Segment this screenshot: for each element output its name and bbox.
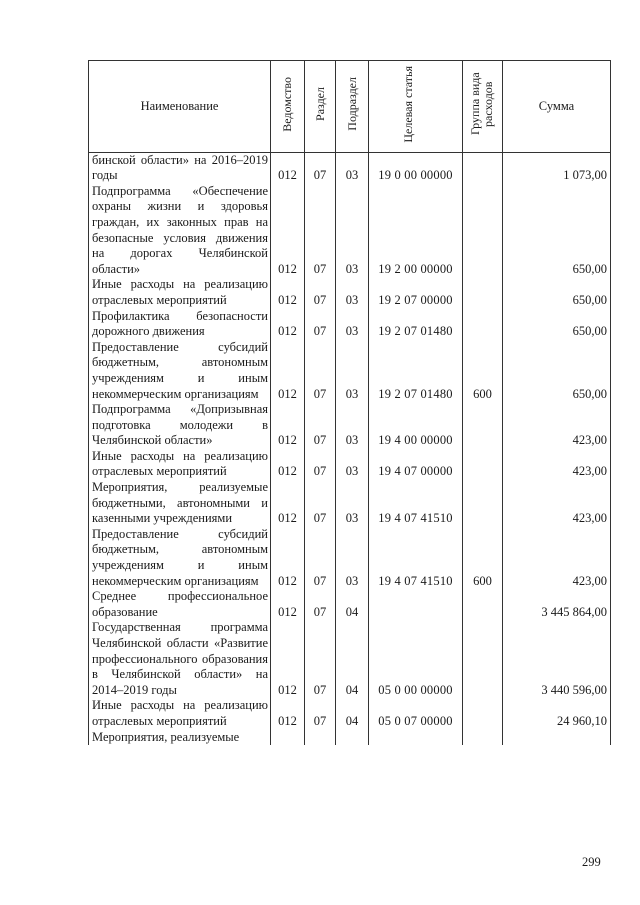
table-row: [89, 309, 611, 340]
row-gruppa-cell: [463, 152, 503, 184]
row-statya-cell: 19 2 07 01480: [369, 309, 463, 340]
row-razdel-cell: 07: [305, 184, 336, 278]
row-statya-cell: 19 4 07 41510: [369, 480, 463, 527]
row-summa-cell: 24 960,10: [503, 698, 611, 729]
table-row: [89, 449, 611, 480]
row-razdel-cell: 07: [305, 402, 336, 449]
row-ved-cell: 012: [271, 698, 305, 729]
row-statya-cell: 05 0 00 00000: [369, 620, 463, 698]
row-statya-cell: 19 4 07 00000: [369, 449, 463, 480]
row-ved-cell: 012: [271, 309, 305, 340]
row-summa-cell: 423,00: [503, 480, 611, 527]
header-razdel: Раздел: [305, 61, 336, 153]
row-razdel-cell: 07: [305, 309, 336, 340]
row-ved-cell: 012: [271, 449, 305, 480]
row-razdel-cell: 07: [305, 527, 336, 589]
row-name-cell: Мероприятия, реализуемые: [89, 730, 271, 746]
row-gruppa-cell: [463, 402, 503, 449]
row-name-cell: Подпрограмма «Обеспечение охраны жизни и здоровья граждан, их законных прав на безопасные условия движения на дорогах Челябинской области»: [89, 184, 271, 278]
row-podrazdel-cell: 04: [336, 620, 369, 698]
row-name-cell: Иные расходы на реализацию отраслевых мероприятий: [89, 449, 271, 480]
table-row: [89, 730, 611, 746]
page-number: 299: [582, 855, 601, 869]
row-podrazdel-cell: 04: [336, 698, 369, 729]
row-gruppa-cell: [463, 309, 503, 340]
table-row: [89, 480, 611, 527]
row-razdel-cell: 07: [305, 698, 336, 729]
table-body: [89, 152, 611, 745]
row-statya-cell: [369, 730, 463, 746]
row-ved-cell: 012: [271, 340, 305, 402]
header-summa: Сумма: [503, 61, 611, 153]
row-gruppa-cell: [463, 480, 503, 527]
row-ved-cell: 012: [271, 277, 305, 308]
row-gruppa-cell: [463, 184, 503, 278]
budget-table: [88, 60, 611, 745]
row-summa-cell: 1 073,00: [503, 152, 611, 184]
table-row: [89, 620, 611, 698]
row-statya-cell: 19 4 00 00000: [369, 402, 463, 449]
row-razdel-cell: 07: [305, 340, 336, 402]
table-row: [89, 402, 611, 449]
header-ved: Ведомство: [271, 61, 305, 153]
row-statya-cell: 19 4 07 41510: [369, 527, 463, 589]
table-row: [89, 277, 611, 308]
table-header: [89, 61, 611, 153]
row-name-cell: бинской области» на 2016–2019 годы: [89, 152, 271, 184]
row-statya-cell: 19 2 07 01480: [369, 340, 463, 402]
row-summa-cell: 423,00: [503, 527, 611, 589]
row-podrazdel-cell: 04: [336, 589, 369, 620]
row-gruppa-cell: [463, 698, 503, 729]
row-summa-cell: 650,00: [503, 340, 611, 402]
table-row: [89, 184, 611, 278]
row-name-cell: Предоставление субсидий бюджетным, автономным учреждениям и иным некоммерческим организациям: [89, 340, 271, 402]
row-podrazdel-cell: 03: [336, 309, 369, 340]
row-name-cell: Среднее профессиональное образование: [89, 589, 271, 620]
header-podrazdel: Подраздел: [336, 61, 369, 153]
row-ved-cell: 012: [271, 527, 305, 589]
row-razdel-cell: [305, 730, 336, 746]
row-statya-cell: [369, 589, 463, 620]
row-podrazdel-cell: 03: [336, 402, 369, 449]
row-podrazdel-cell: 03: [336, 480, 369, 527]
header-name: Наименование: [89, 61, 271, 153]
row-statya-cell: 19 2 00 00000: [369, 184, 463, 278]
row-gruppa-cell: [463, 277, 503, 308]
row-summa-cell: 3 445 864,00: [503, 589, 611, 620]
row-gruppa-cell: [463, 449, 503, 480]
row-name-cell: Государственная программа Челябинской области «Развитие профессионального образования в Челябинской области» на 2014–2019 годы: [89, 620, 271, 698]
row-summa-cell: 650,00: [503, 309, 611, 340]
table-row: [89, 152, 611, 184]
row-podrazdel-cell: [336, 730, 369, 746]
row-gruppa-cell: 600: [463, 340, 503, 402]
row-name-cell: Иные расходы на реализацию отраслевых мероприятий: [89, 698, 271, 729]
row-razdel-cell: 07: [305, 620, 336, 698]
row-ved-cell: 012: [271, 184, 305, 278]
row-razdel-cell: 07: [305, 152, 336, 184]
row-podrazdel-cell: 03: [336, 152, 369, 184]
row-ved-cell: 012: [271, 152, 305, 184]
row-summa-cell: 650,00: [503, 184, 611, 278]
row-ved-cell: 012: [271, 402, 305, 449]
document-page: [88, 60, 610, 745]
row-name-cell: Мероприятия, реализуемые бюджетными, автономными и казенными учреждениями: [89, 480, 271, 527]
table-row: [89, 340, 611, 402]
row-statya-cell: 19 0 00 00000: [369, 152, 463, 184]
row-summa-cell: 423,00: [503, 449, 611, 480]
table-row: [89, 527, 611, 589]
row-summa-cell: [503, 730, 611, 746]
row-podrazdel-cell: 03: [336, 277, 369, 308]
header-statya: Целевая статья: [369, 61, 463, 153]
row-summa-cell: 650,00: [503, 277, 611, 308]
header-gruppa: Группа вида расходов: [463, 61, 503, 153]
row-podrazdel-cell: 03: [336, 184, 369, 278]
row-razdel-cell: 07: [305, 589, 336, 620]
row-statya-cell: 05 0 07 00000: [369, 698, 463, 729]
row-name-cell: Иные расходы на реализацию отраслевых мероприятий: [89, 277, 271, 308]
table-row: [89, 698, 611, 729]
row-razdel-cell: 07: [305, 277, 336, 308]
row-podrazdel-cell: 03: [336, 340, 369, 402]
row-ved-cell: 012: [271, 480, 305, 527]
row-razdel-cell: 07: [305, 449, 336, 480]
row-podrazdel-cell: 03: [336, 527, 369, 589]
row-name-cell: Предоставление субсидий бюджетным, автономным учреждениям и иным некоммерческим организациям: [89, 527, 271, 589]
row-gruppa-cell: [463, 589, 503, 620]
row-summa-cell: 3 440 596,00: [503, 620, 611, 698]
row-ved-cell: 012: [271, 620, 305, 698]
row-name-cell: Профилактика безопасности дорожного движения: [89, 309, 271, 340]
row-razdel-cell: 07: [305, 480, 336, 527]
row-ved-cell: 012: [271, 589, 305, 620]
row-gruppa-cell: [463, 730, 503, 746]
row-summa-cell: 423,00: [503, 402, 611, 449]
row-gruppa-cell: [463, 620, 503, 698]
row-podrazdel-cell: 03: [336, 449, 369, 480]
table-row: [89, 589, 611, 620]
row-gruppa-cell: 600: [463, 527, 503, 589]
row-name-cell: Подпрограмма «Допризывная подготовка молодежи в Челябинской области»: [89, 402, 271, 449]
row-statya-cell: 19 2 07 00000: [369, 277, 463, 308]
row-ved-cell: [271, 730, 305, 746]
